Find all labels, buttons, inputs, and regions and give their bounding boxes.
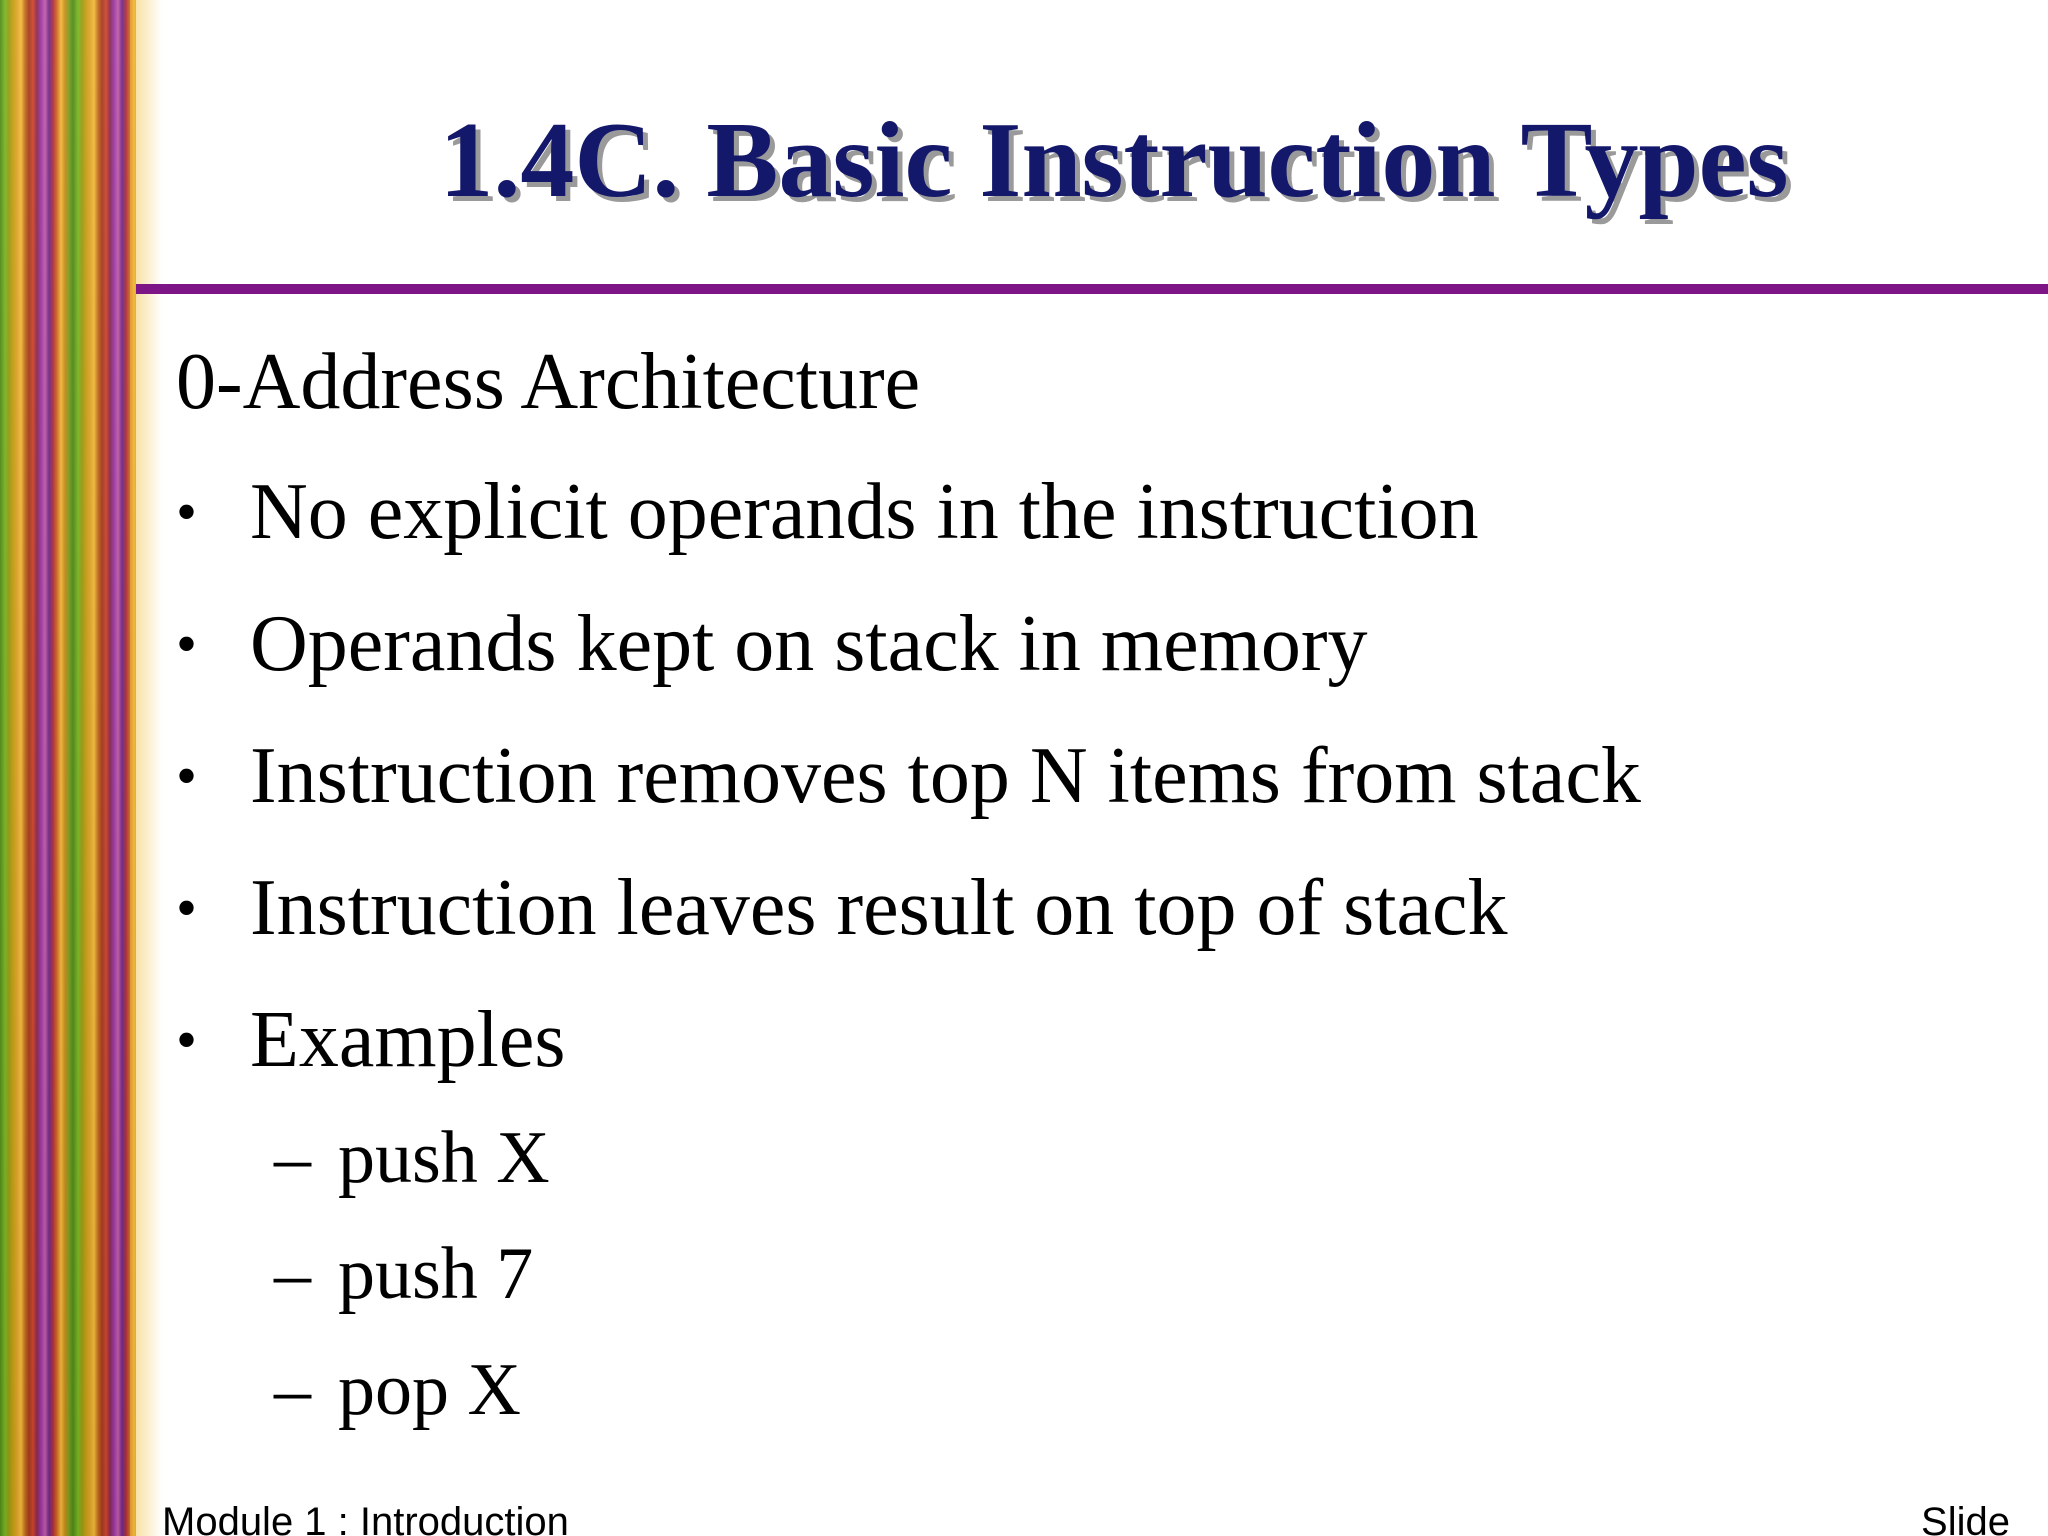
section-heading: 0-Address Architecture: [176, 338, 921, 426]
slide-title: 1.4C. Basic Instruction Types: [439, 101, 1789, 220]
bullet-text: Instruction leaves result on top of stack: [250, 864, 1508, 952]
bullet-text: Instruction removes top N items from stack: [250, 732, 1641, 820]
sub-bullet-text: pop X: [338, 1349, 521, 1431]
bullet-icon: •: [176, 611, 198, 677]
footer-slide-label: Slide: [1921, 1500, 2010, 1536]
bullet-icon: •: [176, 1007, 198, 1073]
bullet-text: Examples: [250, 996, 566, 1084]
sub-bullet-text: push X: [338, 1117, 550, 1199]
decorative-stripe-fade: [130, 0, 162, 1536]
title-divider: [136, 284, 2048, 294]
bullet-icon: •: [176, 743, 198, 809]
bullet-icon: •: [176, 479, 198, 545]
sub-bullet-text: push 7: [338, 1233, 534, 1315]
bullet-icon: •: [176, 875, 198, 941]
bullet-text: No explicit operands in the instruction: [250, 468, 1479, 556]
decorative-stripe-overlay: [0, 0, 136, 1536]
bullet-text: Operands kept on stack in memory: [250, 600, 1368, 688]
dash-icon: –: [274, 1349, 311, 1431]
footer-module-label: Module 1 : Introduction: [162, 1500, 569, 1536]
dash-icon: –: [274, 1117, 311, 1199]
dash-icon: –: [274, 1233, 311, 1315]
